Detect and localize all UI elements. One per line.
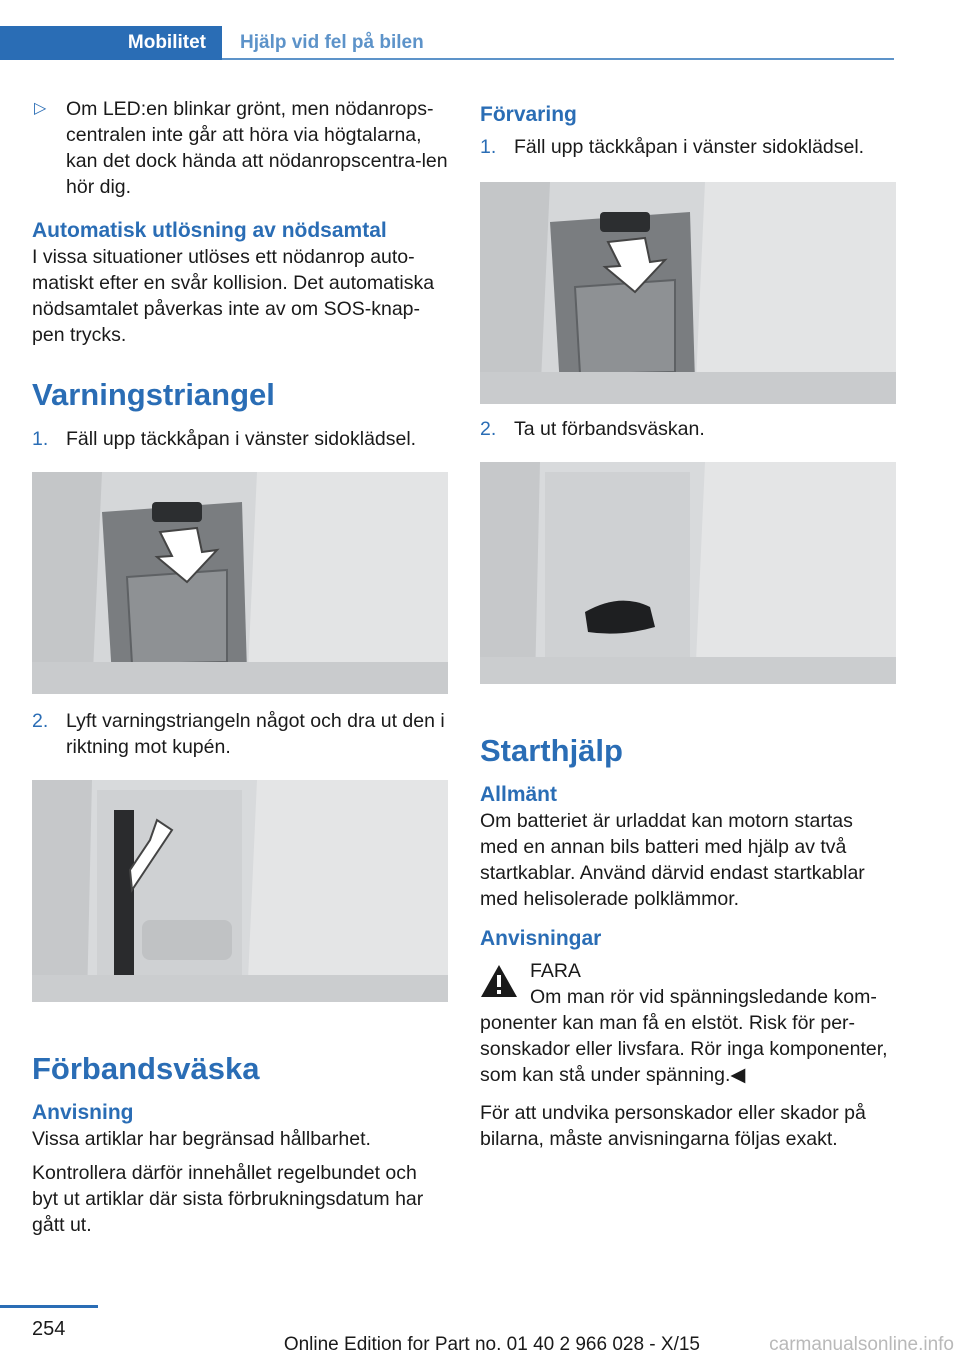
first-aid-kit-illustration xyxy=(480,462,896,684)
left-column xyxy=(32,96,448,1248)
step-text: Ta ut förbandsväskan. xyxy=(514,418,705,440)
left-step-1 xyxy=(32,426,448,452)
step-text: Fäll upp täckkåpan i vänster sidoklädsel. xyxy=(66,428,417,450)
triangle-bullet-icon: ▷ xyxy=(34,100,47,117)
general-heading: Allmänt xyxy=(480,783,558,806)
figure-warning-triangle xyxy=(32,780,448,1002)
figure-storage-cover xyxy=(480,182,896,404)
bullet-item xyxy=(32,96,448,200)
step-text: Lyft varningstriangeln något och dra ut den i riktning mot kupén. xyxy=(66,710,445,758)
footer-rule xyxy=(0,1305,98,1308)
danger-text: Om man rör vid spänningsledande kom-ponenter kan man få en elstöt. Risk för per-sonskador eller livsfara. Rör inga komponenter, som kan stå under spänning.◀ xyxy=(480,986,888,1086)
storage-heading: Förvaring xyxy=(480,103,577,126)
figure-first-aid-kit xyxy=(480,462,896,684)
general-text: Om batteriet är urladdat kan motorn startas med en annan bils batteri med hjälp av två startkablar. Använd därvid endast startkablar med helisolerade polklämmor. xyxy=(480,810,865,910)
header-rule xyxy=(222,58,894,60)
step-number: 1. xyxy=(480,136,497,158)
note-text-1: Vissa artiklar har begränsad hållbarhet. xyxy=(32,1128,371,1150)
right-step-2 xyxy=(480,416,896,442)
storage-cover-illustration xyxy=(480,182,896,404)
right-step-1 xyxy=(480,134,896,160)
danger-label: FARA xyxy=(530,960,581,982)
warning-triangle-illustration xyxy=(32,780,448,1002)
bullet-text: Om LED:en blinkar grönt, men nödanrops-centralen inte går att höra via högtalarna, kan det dock hända att nödanropscentra-len hör dig. xyxy=(66,98,448,198)
note-heading: Anvisning xyxy=(32,1101,134,1124)
note-text-2: Kontrollera därför innehållet regelbundet och byt ut artiklar där sista förbrukningsdatum har gått ut. xyxy=(32,1162,424,1236)
page-number: 254 xyxy=(32,1318,66,1340)
jump-heading: Starthjälp xyxy=(480,733,623,768)
left-step-2 xyxy=(32,708,448,760)
watermark-text: carmanualsonline.info xyxy=(769,1334,954,1355)
auto-heading: Automatisk utlösning av nödsamtal xyxy=(32,219,387,242)
step-text: Fäll upp täckkåpan i vänster sidoklädsel. xyxy=(514,136,865,158)
page-header xyxy=(0,0,960,64)
notes-heading: Anvisningar xyxy=(480,927,602,950)
auto-text: I vissa situationer utlöses ett nödanrop auto-matiskt efter en svår kollision. Det automatiska nödsamtalet påverkas inte av om SOS-knap-pen trycks. xyxy=(32,246,435,346)
step-number: 2. xyxy=(32,710,49,732)
warning-triangle-icon xyxy=(480,964,518,998)
tab-mobilitet[interactable]: Mobilitet xyxy=(0,26,222,60)
right-column xyxy=(480,96,896,1162)
figure-side-panel-cover xyxy=(32,472,448,694)
edition-text: Online Edition for Part no. 01 40 2 966 028 - X/15 xyxy=(283,1334,700,1355)
tab-hjalp-vid-fel[interactable]: Hjälp vid fel på bilen xyxy=(240,32,424,53)
firstaid-heading: Förbandsväska xyxy=(32,1051,260,1086)
side-panel-cover-illustration xyxy=(32,472,448,694)
danger-block xyxy=(480,958,896,1088)
triangle-heading: Varningstriangel xyxy=(32,377,275,412)
step-number: 1. xyxy=(32,428,49,450)
closing-text: För att undvika personskador eller skador på bilarna, måste anvisningarna följas exakt. xyxy=(480,1102,866,1150)
step-number: 2. xyxy=(480,418,497,440)
